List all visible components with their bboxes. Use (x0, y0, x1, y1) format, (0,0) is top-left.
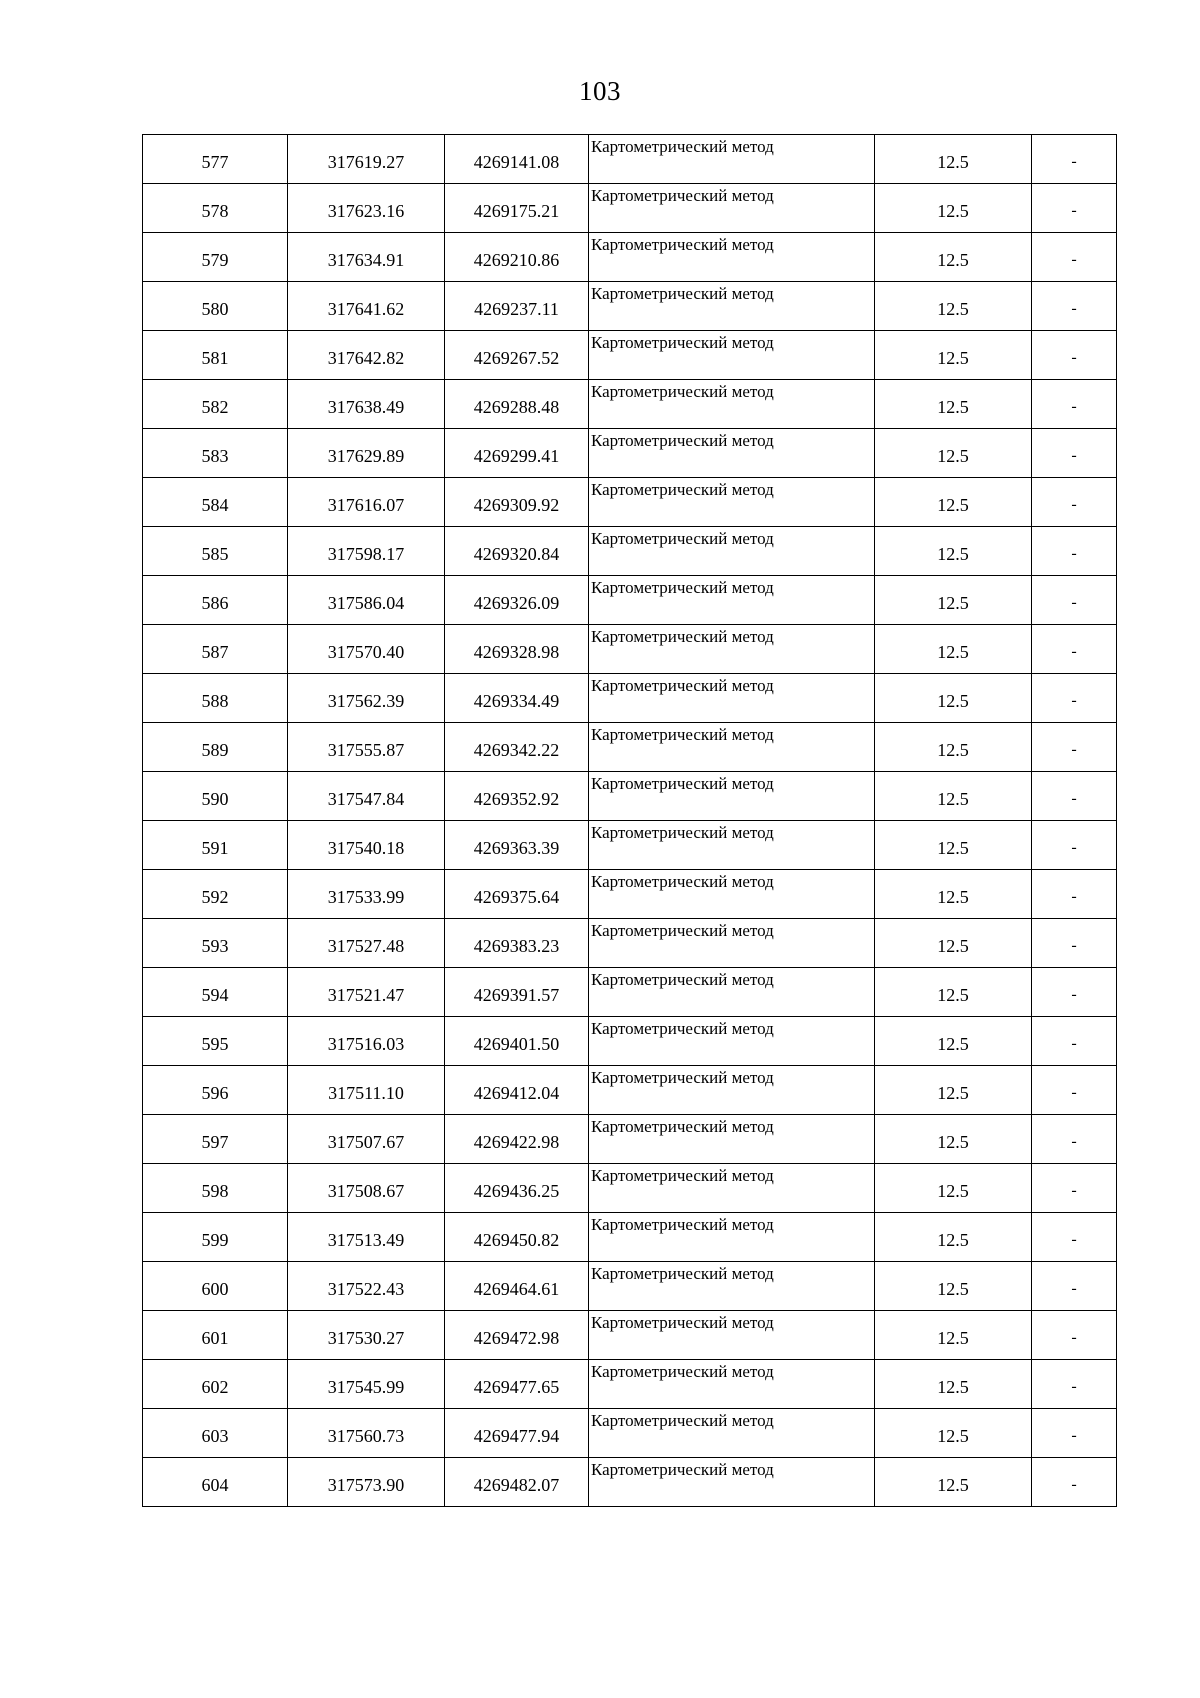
x-coordinate-cell: 317562.39 (288, 674, 445, 723)
x-coordinate-cell: 317616.07 (288, 478, 445, 527)
x-coordinate-cell: 317513.49 (288, 1213, 445, 1262)
note-cell: - (1032, 478, 1117, 527)
y-coordinate-cell: 4269175.21 (445, 184, 589, 233)
point-number-cell: 594 (143, 968, 288, 1017)
point-number-cell: 583 (143, 429, 288, 478)
y-coordinate-cell: 4269422.98 (445, 1115, 589, 1164)
note-cell: - (1032, 723, 1117, 772)
accuracy-cell: 12.5 (875, 625, 1032, 674)
x-coordinate-cell: 317533.99 (288, 870, 445, 919)
table-row (143, 1458, 1117, 1507)
point-number-cell: 596 (143, 1066, 288, 1115)
note-cell: - (1032, 1066, 1117, 1115)
accuracy-cell: 12.5 (875, 576, 1032, 625)
table-row (143, 478, 1117, 527)
accuracy-cell: 12.5 (875, 527, 1032, 576)
method-cell: Картометрический метод (589, 1017, 875, 1066)
x-coordinate-cell: 317522.43 (288, 1262, 445, 1311)
note-cell: - (1032, 233, 1117, 282)
y-coordinate-cell: 4269309.92 (445, 478, 589, 527)
point-number-cell: 585 (143, 527, 288, 576)
y-coordinate-cell: 4269342.22 (445, 723, 589, 772)
accuracy-cell: 12.5 (875, 919, 1032, 968)
x-coordinate-cell: 317545.99 (288, 1360, 445, 1409)
x-coordinate-cell: 317573.90 (288, 1458, 445, 1507)
point-number-cell: 595 (143, 1017, 288, 1066)
point-number-cell: 593 (143, 919, 288, 968)
y-coordinate-cell: 4269383.23 (445, 919, 589, 968)
note-cell: - (1032, 870, 1117, 919)
accuracy-cell: 12.5 (875, 723, 1032, 772)
method-cell: Картометрический метод (589, 1360, 875, 1409)
point-number-cell: 584 (143, 478, 288, 527)
x-coordinate-cell: 317642.82 (288, 331, 445, 380)
y-coordinate-cell: 4269352.92 (445, 772, 589, 821)
method-cell: Картометрический метод (589, 1066, 875, 1115)
note-cell: - (1032, 135, 1117, 184)
x-coordinate-cell: 317634.91 (288, 233, 445, 282)
method-cell: Картометрический метод (589, 282, 875, 331)
y-coordinate-cell: 4269477.65 (445, 1360, 589, 1409)
point-number-cell: 597 (143, 1115, 288, 1164)
x-coordinate-cell: 317516.03 (288, 1017, 445, 1066)
y-coordinate-cell: 4269326.09 (445, 576, 589, 625)
x-coordinate-cell: 317638.49 (288, 380, 445, 429)
table-row (143, 380, 1117, 429)
method-cell: Картометрический метод (589, 184, 875, 233)
point-number-cell: 603 (143, 1409, 288, 1458)
y-coordinate-cell: 4269334.49 (445, 674, 589, 723)
method-cell: Картометрический метод (589, 380, 875, 429)
y-coordinate-cell: 4269320.84 (445, 527, 589, 576)
x-coordinate-cell: 317508.67 (288, 1164, 445, 1213)
point-number-cell: 599 (143, 1213, 288, 1262)
x-coordinate-cell: 317586.04 (288, 576, 445, 625)
y-coordinate-cell: 4269363.39 (445, 821, 589, 870)
accuracy-cell: 12.5 (875, 1458, 1032, 1507)
y-coordinate-cell: 4269288.48 (445, 380, 589, 429)
table-row (143, 1360, 1117, 1409)
x-coordinate-cell: 317629.89 (288, 429, 445, 478)
coordinates-table-body (143, 135, 1117, 1507)
y-coordinate-cell: 4269482.07 (445, 1458, 589, 1507)
accuracy-cell: 12.5 (875, 1115, 1032, 1164)
x-coordinate-cell: 317641.62 (288, 282, 445, 331)
note-cell: - (1032, 968, 1117, 1017)
table-row (143, 968, 1117, 1017)
point-number-cell: 588 (143, 674, 288, 723)
page-number: 103 (579, 76, 621, 106)
accuracy-cell: 12.5 (875, 1164, 1032, 1213)
point-number-cell: 591 (143, 821, 288, 870)
note-cell: - (1032, 674, 1117, 723)
table-row (143, 1164, 1117, 1213)
accuracy-cell: 12.5 (875, 184, 1032, 233)
method-cell: Картометрический метод (589, 1115, 875, 1164)
table-row (143, 1213, 1117, 1262)
table-row (143, 674, 1117, 723)
x-coordinate-cell: 317598.17 (288, 527, 445, 576)
method-cell: Картометрический метод (589, 772, 875, 821)
note-cell: - (1032, 1458, 1117, 1507)
note-cell: - (1032, 1262, 1117, 1311)
point-number-cell: 587 (143, 625, 288, 674)
y-coordinate-cell: 4269412.04 (445, 1066, 589, 1115)
point-number-cell: 598 (143, 1164, 288, 1213)
table-row (143, 1066, 1117, 1115)
method-cell: Картометрический метод (589, 527, 875, 576)
x-coordinate-cell: 317511.10 (288, 1066, 445, 1115)
note-cell: - (1032, 1409, 1117, 1458)
x-coordinate-cell: 317560.73 (288, 1409, 445, 1458)
table-row (143, 1017, 1117, 1066)
note-cell: - (1032, 1360, 1117, 1409)
accuracy-cell: 12.5 (875, 821, 1032, 870)
point-number-cell: 601 (143, 1311, 288, 1360)
point-number-cell: 602 (143, 1360, 288, 1409)
x-coordinate-cell: 317555.87 (288, 723, 445, 772)
table-row (143, 1311, 1117, 1360)
note-cell: - (1032, 1115, 1117, 1164)
note-cell: - (1032, 919, 1117, 968)
point-number-cell: 581 (143, 331, 288, 380)
accuracy-cell: 12.5 (875, 135, 1032, 184)
note-cell: - (1032, 1017, 1117, 1066)
method-cell: Картометрический метод (589, 1164, 875, 1213)
x-coordinate-cell: 317623.16 (288, 184, 445, 233)
x-coordinate-cell: 317521.47 (288, 968, 445, 1017)
table-row (143, 184, 1117, 233)
method-cell: Картометрический метод (589, 331, 875, 380)
table-row (143, 429, 1117, 478)
x-coordinate-cell: 317527.48 (288, 919, 445, 968)
table-row (143, 135, 1117, 184)
note-cell: - (1032, 429, 1117, 478)
accuracy-cell: 12.5 (875, 1409, 1032, 1458)
y-coordinate-cell: 4269328.98 (445, 625, 589, 674)
accuracy-cell: 12.5 (875, 331, 1032, 380)
x-coordinate-cell: 317547.84 (288, 772, 445, 821)
method-cell: Картометрический метод (589, 723, 875, 772)
note-cell: - (1032, 527, 1117, 576)
accuracy-cell: 12.5 (875, 968, 1032, 1017)
x-coordinate-cell: 317530.27 (288, 1311, 445, 1360)
y-coordinate-cell: 4269210.86 (445, 233, 589, 282)
table-row (143, 282, 1117, 331)
accuracy-cell: 12.5 (875, 1311, 1032, 1360)
table-row (143, 772, 1117, 821)
method-cell: Картометрический метод (589, 674, 875, 723)
table-row (143, 1115, 1117, 1164)
point-number-cell: 582 (143, 380, 288, 429)
point-number-cell: 600 (143, 1262, 288, 1311)
method-cell: Картометрический метод (589, 1458, 875, 1507)
note-cell: - (1032, 772, 1117, 821)
y-coordinate-cell: 4269141.08 (445, 135, 589, 184)
point-number-cell: 589 (143, 723, 288, 772)
table-row (143, 527, 1117, 576)
point-number-cell: 580 (143, 282, 288, 331)
point-number-cell: 579 (143, 233, 288, 282)
accuracy-cell: 12.5 (875, 478, 1032, 527)
point-number-cell: 577 (143, 135, 288, 184)
table-row (143, 821, 1117, 870)
note-cell: - (1032, 1213, 1117, 1262)
table-row (143, 1409, 1117, 1458)
point-number-cell: 590 (143, 772, 288, 821)
point-number-cell: 604 (143, 1458, 288, 1507)
x-coordinate-cell: 317540.18 (288, 821, 445, 870)
note-cell: - (1032, 1164, 1117, 1213)
table-row (143, 1262, 1117, 1311)
method-cell: Картометрический метод (589, 968, 875, 1017)
y-coordinate-cell: 4269450.82 (445, 1213, 589, 1262)
accuracy-cell: 12.5 (875, 282, 1032, 331)
accuracy-cell: 12.5 (875, 1360, 1032, 1409)
x-coordinate-cell: 317570.40 (288, 625, 445, 674)
y-coordinate-cell: 4269299.41 (445, 429, 589, 478)
point-number-cell: 586 (143, 576, 288, 625)
method-cell: Картометрический метод (589, 1409, 875, 1458)
note-cell: - (1032, 625, 1117, 674)
point-number-cell: 578 (143, 184, 288, 233)
table-row (143, 233, 1117, 282)
method-cell: Картометрический метод (589, 478, 875, 527)
note-cell: - (1032, 331, 1117, 380)
accuracy-cell: 12.5 (875, 233, 1032, 282)
y-coordinate-cell: 4269401.50 (445, 1017, 589, 1066)
note-cell: - (1032, 576, 1117, 625)
point-number-cell: 592 (143, 870, 288, 919)
accuracy-cell: 12.5 (875, 772, 1032, 821)
accuracy-cell: 12.5 (875, 870, 1032, 919)
note-cell: - (1032, 821, 1117, 870)
y-coordinate-cell: 4269436.25 (445, 1164, 589, 1213)
method-cell: Картометрический метод (589, 1213, 875, 1262)
table-row (143, 723, 1117, 772)
note-cell: - (1032, 282, 1117, 331)
y-coordinate-cell: 4269391.57 (445, 968, 589, 1017)
y-coordinate-cell: 4269237.11 (445, 282, 589, 331)
method-cell: Картометрический метод (589, 1311, 875, 1360)
y-coordinate-cell: 4269477.94 (445, 1409, 589, 1458)
table-row (143, 625, 1117, 674)
note-cell: - (1032, 1311, 1117, 1360)
note-cell: - (1032, 380, 1117, 429)
y-coordinate-cell: 4269375.64 (445, 870, 589, 919)
method-cell: Картометрический метод (589, 821, 875, 870)
y-coordinate-cell: 4269267.52 (445, 331, 589, 380)
method-cell: Картометрический метод (589, 429, 875, 478)
accuracy-cell: 12.5 (875, 1066, 1032, 1115)
method-cell: Картометрический метод (589, 625, 875, 674)
accuracy-cell: 12.5 (875, 380, 1032, 429)
note-cell: - (1032, 184, 1117, 233)
accuracy-cell: 12.5 (875, 674, 1032, 723)
method-cell: Картометрический метод (589, 919, 875, 968)
accuracy-cell: 12.5 (875, 1017, 1032, 1066)
method-cell: Картометрический метод (589, 870, 875, 919)
table-row (143, 576, 1117, 625)
accuracy-cell: 12.5 (875, 1262, 1032, 1311)
y-coordinate-cell: 4269464.61 (445, 1262, 589, 1311)
table-row (143, 919, 1117, 968)
method-cell: Картометрический метод (589, 135, 875, 184)
method-cell: Картометрический метод (589, 233, 875, 282)
method-cell: Картометрический метод (589, 1262, 875, 1311)
y-coordinate-cell: 4269472.98 (445, 1311, 589, 1360)
coordinates-table (142, 134, 1117, 1507)
accuracy-cell: 12.5 (875, 429, 1032, 478)
table-row (143, 331, 1117, 380)
table-row (143, 870, 1117, 919)
x-coordinate-cell: 317619.27 (288, 135, 445, 184)
accuracy-cell: 12.5 (875, 1213, 1032, 1262)
method-cell: Картометрический метод (589, 576, 875, 625)
x-coordinate-cell: 317507.67 (288, 1115, 445, 1164)
